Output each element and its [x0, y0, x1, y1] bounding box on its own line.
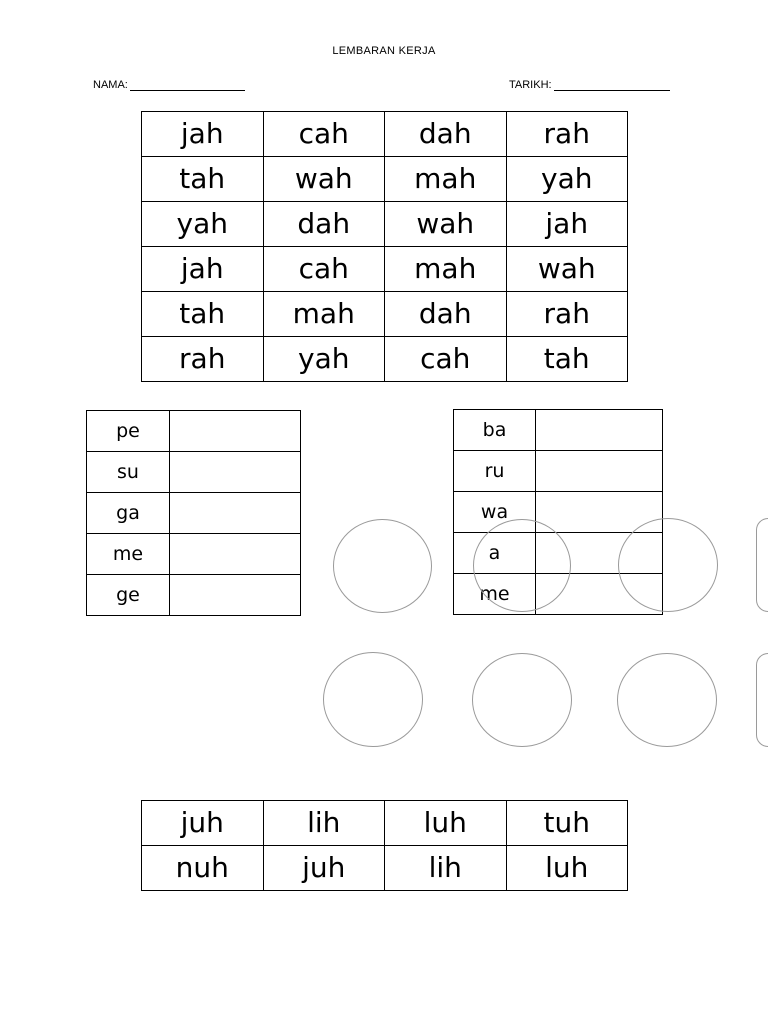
table-row — [87, 575, 301, 616]
table-row — [142, 157, 628, 202]
syllable-cell: rah — [142, 337, 264, 382]
syllable-cell: cah — [385, 337, 507, 382]
syllable-cell: dah — [263, 202, 385, 247]
answer-circle[interactable] — [472, 653, 572, 747]
nama-label: NAMA: — [93, 79, 128, 91]
answer-circle-partial[interactable] — [756, 653, 768, 747]
syllable-cell: nuh — [142, 846, 264, 891]
tarikh-blank-line[interactable] — [554, 78, 670, 91]
table-row — [87, 534, 301, 575]
answer-cell[interactable] — [170, 411, 301, 452]
syllable-cell: wah — [263, 157, 385, 202]
answer-circle[interactable] — [473, 519, 571, 612]
table-row — [142, 846, 628, 891]
syllable-cell: rah — [506, 112, 628, 157]
answer-cell[interactable] — [170, 452, 301, 493]
nama-blank-line[interactable] — [130, 78, 245, 91]
syllable-cell: tah — [142, 157, 264, 202]
table-row — [142, 801, 628, 846]
syllable-cell: lih — [385, 846, 507, 891]
answer-cell[interactable] — [170, 534, 301, 575]
syllable-label: ba — [454, 410, 536, 451]
syllable-label: me — [454, 574, 536, 615]
answer-circle-partial[interactable] — [756, 518, 768, 612]
answer-cell[interactable] — [170, 575, 301, 616]
answer-circle[interactable] — [323, 652, 423, 747]
top-syllable-grid — [141, 111, 628, 382]
syllable-cell: cah — [263, 112, 385, 157]
syllable-cell: lih — [263, 801, 385, 846]
syllable-cell: juh — [263, 846, 385, 891]
worksheet-title: LEMBARAN KERJA — [332, 45, 436, 57]
table-row — [142, 292, 628, 337]
syllable-cell: mah — [263, 292, 385, 337]
table-row — [142, 247, 628, 292]
syllable-label: pe — [87, 411, 170, 452]
syllable-cell: mah — [385, 247, 507, 292]
syllable-cell: tuh — [506, 801, 628, 846]
answer-circle[interactable] — [618, 518, 718, 612]
table-row — [454, 451, 663, 492]
answer-cell[interactable] — [536, 451, 663, 492]
answer-circle[interactable] — [617, 653, 717, 747]
syllable-cell: jah — [506, 202, 628, 247]
bottom-syllable-grid — [141, 800, 628, 891]
syllable-cell: tah — [142, 292, 264, 337]
tarikh-label: TARIKH: — [509, 79, 552, 91]
syllable-cell: luh — [506, 846, 628, 891]
syllable-label: ru — [454, 451, 536, 492]
syllable-cell: wah — [385, 202, 507, 247]
syllable-cell: dah — [385, 112, 507, 157]
answer-cell[interactable] — [170, 493, 301, 534]
syllable-cell: jah — [142, 112, 264, 157]
syllable-cell: yah — [142, 202, 264, 247]
answer-cell[interactable] — [536, 410, 663, 451]
syllable-cell: cah — [263, 247, 385, 292]
syllable-cell: wah — [506, 247, 628, 292]
syllable-label: su — [87, 452, 170, 493]
syllable-cell: mah — [385, 157, 507, 202]
table-row — [142, 202, 628, 247]
table-row — [142, 337, 628, 382]
table-row — [454, 492, 663, 533]
syllable-label: wa — [454, 492, 536, 533]
syllable-label: a — [454, 533, 536, 574]
syllable-cell: tah — [506, 337, 628, 382]
tarikh-field — [509, 78, 670, 91]
syllable-label: ge — [87, 575, 170, 616]
syllable-cell: rah — [506, 292, 628, 337]
syllable-cell: jah — [142, 247, 264, 292]
syllable-label: ga — [87, 493, 170, 534]
syllable-cell: yah — [263, 337, 385, 382]
left-matching-table — [86, 410, 301, 616]
table-row — [142, 112, 628, 157]
answer-circle[interactable] — [333, 519, 432, 613]
syllable-cell: juh — [142, 801, 264, 846]
table-row — [454, 410, 663, 451]
table-row — [87, 493, 301, 534]
syllable-label: me — [87, 534, 170, 575]
table-row — [87, 411, 301, 452]
syllable-cell: dah — [385, 292, 507, 337]
syllable-cell: yah — [506, 157, 628, 202]
table-row — [87, 452, 301, 493]
syllable-cell: luh — [385, 801, 507, 846]
nama-field — [93, 78, 245, 91]
